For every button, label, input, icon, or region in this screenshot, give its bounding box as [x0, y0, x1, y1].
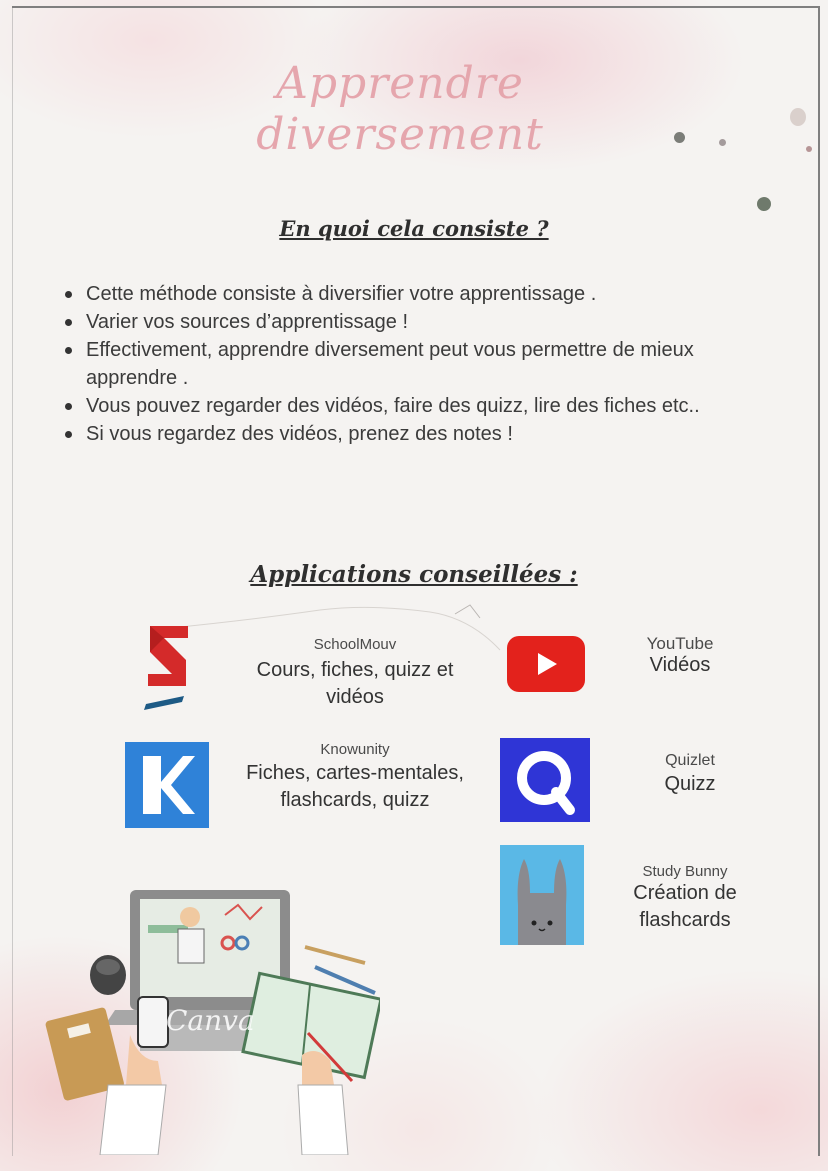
knowunity-logo-icon[interactable] — [125, 742, 209, 828]
frame-top-edge — [12, 6, 820, 8]
knowunity-name: Knowunity — [320, 741, 390, 758]
study-bunny-name: Study Bunny — [642, 863, 728, 880]
section-heading-consiste: En quoi cela consiste ? — [279, 216, 549, 241]
paint-dot — [806, 146, 812, 152]
schoolmouv-desc-line2: vidéos — [326, 686, 384, 708]
list-item: Vous pouvez regarder des vidéos, faire des quizz, lire des fiches etc.. — [60, 392, 790, 420]
study-bunny-desc-line2: flashcards — [639, 909, 731, 931]
bullet-list — [60, 280, 790, 448]
list-item: Effectivement, apprendre diversement peut vous permettre de mieux apprendre . — [60, 336, 790, 392]
schoolmouv-logo-icon[interactable] — [142, 622, 194, 710]
schoolmouv-name: SchoolMouv — [313, 636, 397, 653]
study-bunny-logo-icon[interactable] — [500, 845, 584, 945]
youtube-desc: Vidéos — [649, 654, 711, 676]
paint-dot — [757, 197, 771, 211]
paint-dot — [674, 132, 685, 143]
section-heading-apps: Applications conseillées : — [250, 561, 578, 588]
youtube-logo-icon[interactable] — [507, 636, 585, 692]
youtube-name: YouTube — [646, 634, 714, 653]
canva-watermark: Canva — [166, 1004, 255, 1037]
knowunity-desc-line2: flashcards, quizz — [280, 789, 430, 811]
paint-dot — [719, 139, 726, 146]
knowunity-desc-line1: Fiches, cartes-mentales, — [246, 762, 464, 784]
quizlet-name: Quizlet — [665, 752, 715, 769]
paint-dot — [790, 108, 806, 126]
quizlet-logo-icon[interactable] — [500, 738, 590, 822]
list-item: Varier vos sources d’apprentissage ! — [60, 308, 790, 336]
study-bunny-desc-line1: Création de — [633, 882, 737, 904]
quizlet-desc: Quizz — [664, 773, 716, 795]
page-title: Apprendre diversement — [256, 58, 544, 160]
list-item: Cette méthode consiste à diversifier votre apprentissage . — [60, 280, 790, 308]
schoolmouv-desc-line1: Cours, fiches, quizz et — [256, 659, 454, 681]
list-item: Si vous regardez des vidéos, prenez des notes ! — [60, 420, 790, 448]
